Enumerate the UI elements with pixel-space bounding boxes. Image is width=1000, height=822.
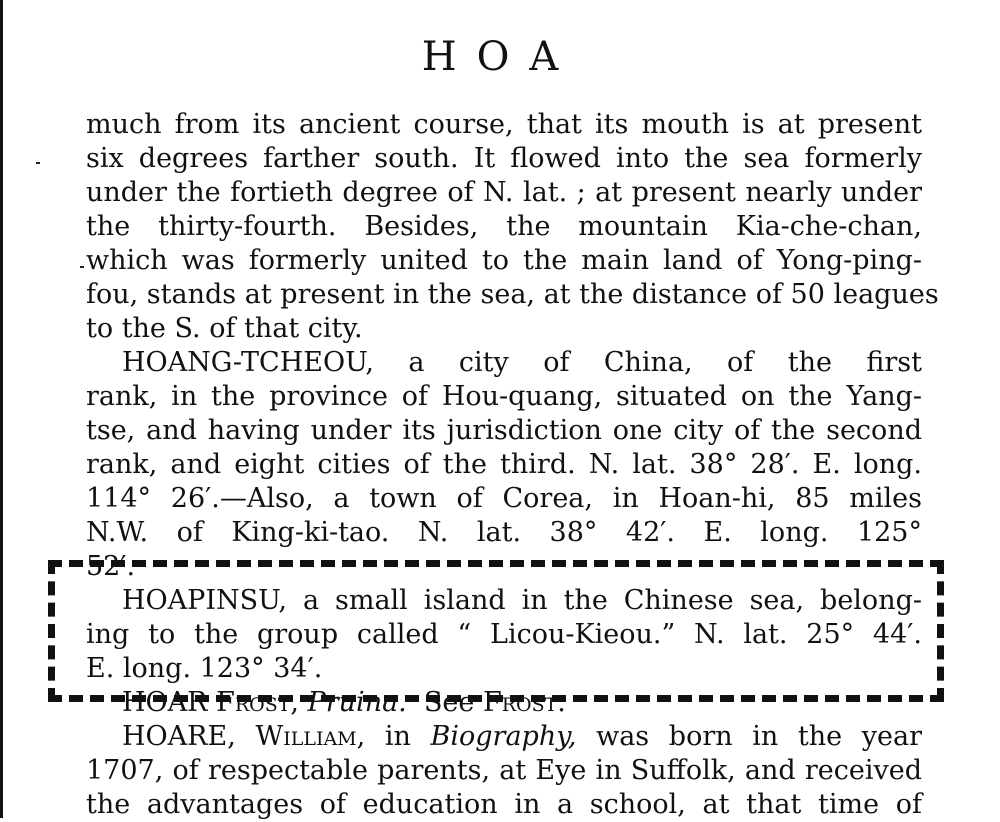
entry-hoare-william <box>86 720 922 754</box>
selection-box[interactable] <box>48 560 944 702</box>
text-line: the thirty-fourth. Besides, the mountain Kia-che-chan, <box>86 211 922 242</box>
text-line: under the fortieth degree of N. lat. ; at present nearly under <box>86 177 922 208</box>
ink-speck <box>80 266 84 268</box>
person-name: William, <box>255 721 366 752</box>
running-head: HOA <box>421 34 579 80</box>
text-line: 1707, of respectable parents, at Eye in Suffolk, and received <box>86 755 922 786</box>
text-line: tse, and having under its jurisdiction one city of the second <box>86 415 922 446</box>
headword-subterm: Frost, <box>216 687 299 718</box>
text-line: 52′. <box>86 551 136 582</box>
latin-term: Pruina. <box>307 687 407 718</box>
entry-hoang-tcheou-start: HOANG-TCHEOU, a city of China, of the first <box>122 347 922 378</box>
ink-speck <box>36 162 40 164</box>
page-edge-rule <box>0 0 3 818</box>
text-line: N.W. of King-ki-tao. N. lat. 38° 42′. E. long. 125° <box>86 517 922 548</box>
text-line: fou, stands at present in the sea, at the distance of 50 leagues <box>86 279 939 310</box>
cross-ref-target: Frost. <box>483 687 566 718</box>
text-line: ing to the group called “ Licou-Kieou.” N. lat. 25° 44′. <box>86 619 922 650</box>
text-line: rank, in the province of Hou-quang, situated on the Yang- <box>86 381 922 412</box>
text-fragment: in <box>365 721 431 752</box>
headword: HOAR <box>122 687 208 718</box>
headword: HOARE, <box>122 721 236 752</box>
cross-ref-see: See <box>423 687 475 718</box>
text-line: E. long. 123° 34′. <box>86 653 323 684</box>
text-line: much from its ancient course, that its mouth is at present <box>86 109 922 140</box>
text-line: six degrees farther south. It flowed into the sea formerly <box>86 143 922 174</box>
text-line: 114° 26′.—Also, a town of Corea, in Hoan-hi, 85 miles <box>86 483 922 514</box>
text-fragment: was born in the year <box>576 721 922 752</box>
entry-hoapinsu-start: HOAPINSU, a small island in the Chinese sea, belong- <box>122 585 922 616</box>
text-line: which was formerly united to the main land of Yong-ping- <box>86 245 922 276</box>
text-line: the advantages of education in a school, at that time of <box>86 789 922 820</box>
text-line: to the S. of that city. <box>86 313 363 344</box>
text-line: rank, and eight cities of the third. N. lat. 38° 28′. E. long. <box>86 449 922 480</box>
field-label: Biography, <box>430 721 577 752</box>
